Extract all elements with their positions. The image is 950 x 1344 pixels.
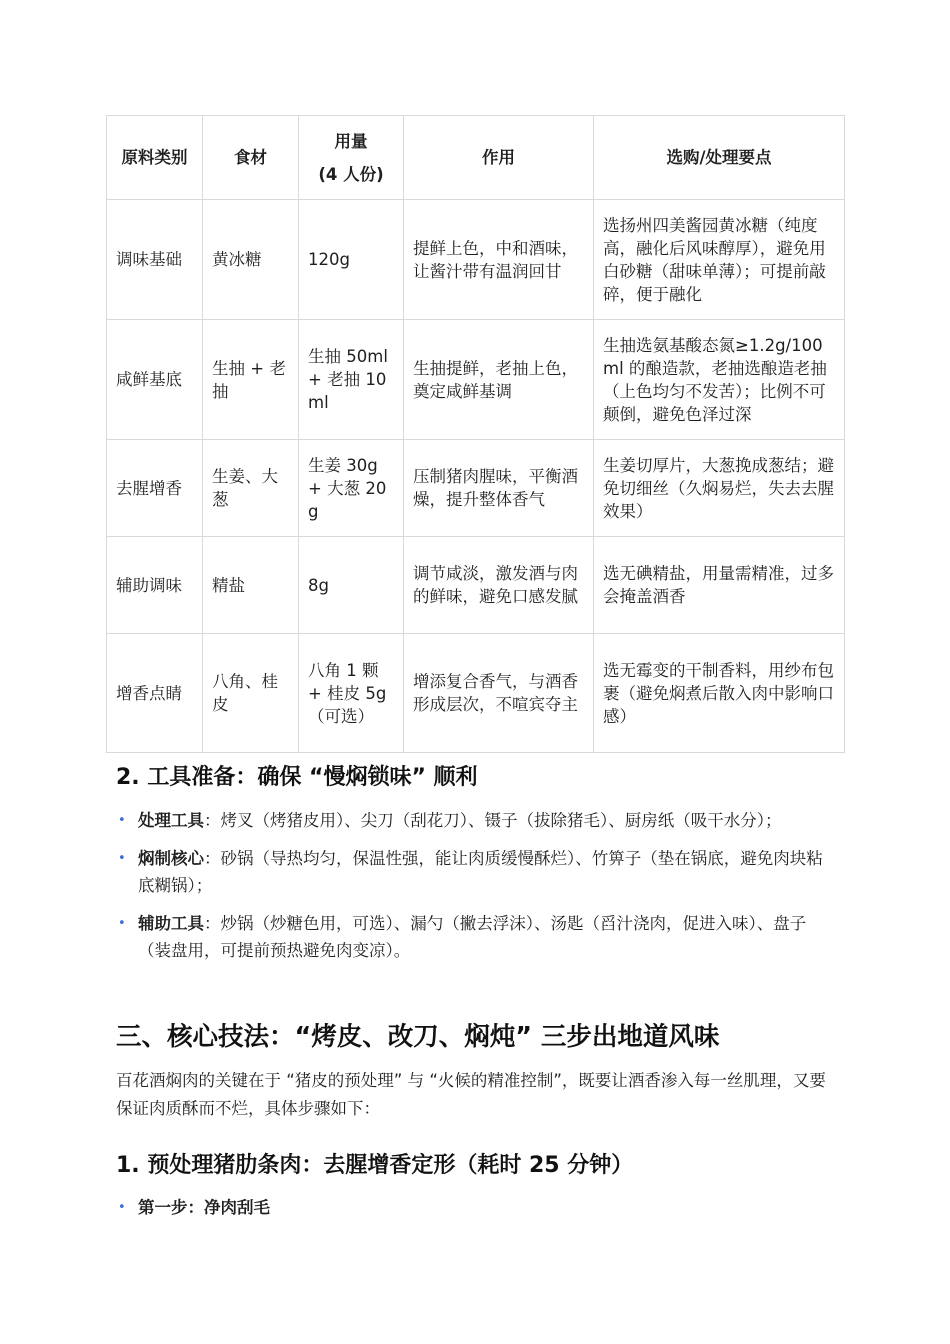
- cell-tips: 选无碘精盐，用量需精准，过多会掩盖酒香: [594, 537, 845, 634]
- cell-tips: 选无霉变的干制香料，用纱布包裹（避免焖煮后散入肉中影响口感）: [594, 634, 845, 753]
- list-item-text: ：炒锅（炒糖色用，可选）、漏勺（撇去浮沫）、汤匙（舀汁浇肉，促进入味）、盘子（装盘用，可提前预热避免肉变凉）。: [138, 914, 807, 960]
- table-header-row: [107, 116, 845, 200]
- cell-category: 增香点睛: [107, 634, 203, 753]
- cell-category: 调味基础: [107, 200, 203, 320]
- table-row: [107, 537, 845, 634]
- cell-amount: 120g: [299, 200, 404, 320]
- bullet-icon: •: [118, 916, 126, 931]
- cell-category: 辅助调味: [107, 537, 203, 634]
- cell-tips: 生姜切厚片，大葱挽成葱结；避免切细丝（久焖易烂，失去去腥效果）: [594, 440, 845, 537]
- cell-ingredient: 八角、桂皮: [203, 634, 299, 753]
- cell-category: 咸鲜基底: [107, 320, 203, 440]
- list-item: [116, 845, 836, 899]
- cell-role: 生抽提鲜，老抽上色，奠定咸鲜基调: [404, 320, 594, 440]
- table-row: [107, 634, 845, 753]
- technique-intro-paragraph: 百花酒焖肉的关键在于 “猪皮的预处理” 与 “火候的精准控制”，既要让酒香渗入每一丝肌理，又要保证肉质酥而不烂，具体步骤如下：: [116, 1071, 826, 1118]
- cell-role: 调节咸淡，激发酒与肉的鲜味，避免口感发腻: [404, 537, 594, 634]
- cell-role: 压制猪肉腥味，平衡酒燥，提升整体香气: [404, 440, 594, 537]
- list-item-text: ：砂锅（导热均匀，保温性强，能让肉质缓慢酥烂）、竹箅子（垫在锅底，避免肉块粘底糊锅）；: [138, 849, 823, 895]
- cell-role: 增添复合香气，与酒香形成层次，不喧宾夺主: [404, 634, 594, 753]
- table-row: [107, 200, 845, 320]
- cell-ingredient: 精盐: [203, 537, 299, 634]
- step-label: 第一步：净肉刮毛: [138, 1198, 270, 1217]
- cell-tips: 生抽选氨基酸态氮≥1.2g/100ml 的酿造款，老抽选酿造老抽（上色均匀不发苦）；比例不可颠倒，避免色泽过深: [594, 320, 845, 440]
- header-ingredient: 食材: [203, 116, 299, 200]
- table-row: [107, 440, 845, 537]
- ingredients-table: [106, 115, 845, 753]
- bullet-icon: •: [118, 851, 126, 866]
- list-item-key: 辅助工具: [138, 914, 204, 933]
- header-category: 原料类别: [107, 116, 203, 200]
- cell-amount: 生抽 50ml + 老抽 10ml: [299, 320, 404, 440]
- cell-tips: 选扬州四美酱园黄冰糖（纯度高，融化后风味醇厚），避免用白砂糖（甜味单薄）；可提前敲碎，便于融化: [594, 200, 845, 320]
- cell-ingredient: 生姜、大葱: [203, 440, 299, 537]
- technique-section-heading: 三、核心技法：“烤皮、改刀、焖炖” 三步出地道风味: [116, 1022, 720, 1052]
- list-item-text: ：烤叉（烤猪皮用）、尖刀（刮花刀）、镊子（拔除猪毛）、厨房纸（吸干水分）；: [204, 811, 782, 830]
- header-tips: 选购/处理要点: [594, 116, 845, 200]
- cell-ingredient: 黄冰糖: [203, 200, 299, 320]
- pretreatment-subheading: 1. 预处理猪肋条肉：去腥增香定形（耗时 25 分钟）: [116, 1153, 634, 1178]
- list-item: [116, 910, 836, 964]
- cell-amount: 生姜 30g + 大葱 20g: [299, 440, 404, 537]
- cell-amount: 8g: [299, 537, 404, 634]
- cell-ingredient: 生抽 + 老抽: [203, 320, 299, 440]
- bullet-icon: •: [118, 813, 126, 828]
- header-role: 作用: [404, 116, 594, 200]
- bullet-icon: •: [118, 1200, 126, 1215]
- header-amount: [299, 116, 404, 200]
- tools-section-heading: 2. 工具准备：确保 “慢焖锁味” 顺利: [116, 765, 478, 790]
- pretreatment-steps-list: [116, 1194, 836, 1232]
- list-item-key: 焖制核心: [138, 849, 204, 868]
- header-amount-label: 用量: [334, 131, 368, 151]
- list-item: [116, 807, 836, 834]
- cell-category: 去腥增香: [107, 440, 203, 537]
- cell-role: 提鲜上色，中和酒味，让酱汁带有温润回甘: [404, 200, 594, 320]
- list-item-key: 处理工具: [138, 811, 204, 830]
- cell-amount: 八角 1 颗 + 桂皮 5g（可选）: [299, 634, 404, 753]
- list-item: [116, 1194, 836, 1221]
- tools-list: [116, 807, 836, 975]
- table-row: [107, 320, 845, 440]
- header-amount-servings: (4 人份): [318, 164, 384, 184]
